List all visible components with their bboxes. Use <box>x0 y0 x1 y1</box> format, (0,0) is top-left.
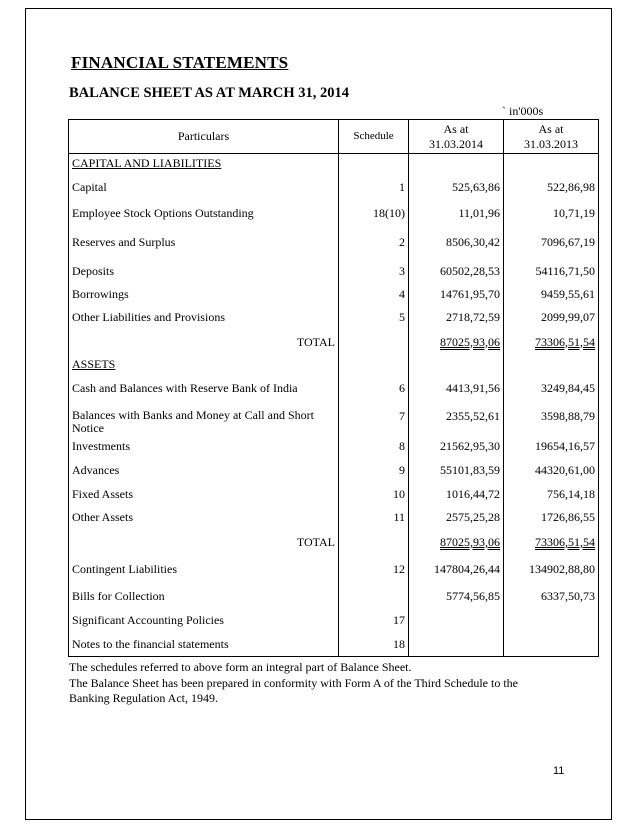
row-value-2013: 756,14,18 <box>504 483 599 506</box>
row-schedule: 4 <box>339 283 409 306</box>
row-value-2013: 134902,88,80 <box>504 556 599 584</box>
row-schedule: 18 <box>339 633 409 657</box>
row-value-2014: 55101,83,59 <box>409 459 504 483</box>
row-value-2014: 2575,25,28 <box>409 506 504 530</box>
row-value-2014: 1016,44,72 <box>409 483 504 506</box>
row-value-2014 <box>409 633 504 657</box>
row-value-2013: 9459,55,61 <box>504 283 599 306</box>
row-label: Significant Accounting Policies <box>69 609 339 633</box>
assets-total-row <box>69 530 599 556</box>
row-schedule: 6 <box>339 375 409 403</box>
schedule-header: Schedule <box>339 120 409 154</box>
note-line-2: The Balance Sheet has been prepared in conformity with Form A of the Third Schedule to the <box>69 676 518 690</box>
row-schedule: 5 <box>339 306 409 330</box>
units-label: ` in'000s <box>502 104 544 118</box>
assets-section-label: ASSETS <box>69 355 339 375</box>
row-label: Capital <box>69 174 339 201</box>
row-schedule: 12 <box>339 556 409 584</box>
row-value-2013: 1726,86,55 <box>504 506 599 530</box>
row-value-2014: 60502,28,53 <box>409 260 504 283</box>
table-row <box>69 483 599 506</box>
row-schedule: 9 <box>339 459 409 483</box>
table-row <box>69 459 599 483</box>
note-line-3: Banking Regulation Act, 1949. <box>69 691 218 705</box>
as-at-2014-header: As at 31.03.2014 <box>409 120 504 154</box>
row-value-2014: 2718,72,59 <box>409 306 504 330</box>
row-label: Contingent Liabilities <box>69 556 339 584</box>
assets-section-row <box>69 355 599 375</box>
table-row <box>69 283 599 306</box>
row-value-2013: 7096,67,19 <box>504 226 599 260</box>
as-at-2013-header: As at 31.03.2013 <box>504 120 599 154</box>
row-label: Other Liabilities and Provisions <box>69 306 339 330</box>
row-value-2013: 522,86,98 <box>504 174 599 201</box>
table-row <box>69 633 599 657</box>
row-value-2013: 3598,88,79 <box>504 403 599 435</box>
row-schedule: 18(10) <box>339 201 409 226</box>
row-value-2013: 6337,50,73 <box>504 584 599 609</box>
row-value-2014: 147804,26,44 <box>409 556 504 584</box>
row-value-2014: 8506,30,42 <box>409 226 504 260</box>
capital-section-row <box>69 154 599 174</box>
capital-section-label: CAPITAL AND LIABILITIES <box>69 154 339 174</box>
table-row <box>69 584 599 609</box>
row-schedule: 2 <box>339 226 409 260</box>
total-value-2013: 73306,51,54 <box>535 334 595 349</box>
row-value-2013: 3249,84,45 <box>504 375 599 403</box>
row-value-2014: 21562,95,30 <box>409 435 504 459</box>
balance-sheet-subtitle: BALANCE SHEET AS AT MARCH 31, 2014 <box>69 85 349 101</box>
row-schedule: 10 <box>339 483 409 506</box>
page-number: 11 <box>553 765 565 777</box>
row-label: Reserves and Surplus <box>69 226 339 260</box>
row-value-2014: 525,63,86 <box>409 174 504 201</box>
total-label: TOTAL <box>69 530 339 556</box>
table-row <box>69 226 599 260</box>
row-label: Other Assets <box>69 506 339 530</box>
row-schedule <box>339 584 409 609</box>
table-row <box>69 609 599 633</box>
row-label: Deposits <box>69 260 339 283</box>
row-value-2013 <box>504 609 599 633</box>
row-label: Notes to the financial statements <box>69 633 339 657</box>
row-label: Borrowings <box>69 283 339 306</box>
row-schedule: 11 <box>339 506 409 530</box>
note-line-1: The schedules referred to above form an integral part of Balance Sheet. <box>69 660 412 674</box>
total-value-2013: 73306,51,54 <box>535 535 595 549</box>
document-title: FINANCIAL STATEMENTS <box>71 53 289 72</box>
table-row <box>69 306 599 330</box>
row-label: Balances with Banks and Money at Call and Short Notice <box>69 403 339 435</box>
row-label: Fixed Assets <box>69 483 339 506</box>
table-row <box>69 506 599 530</box>
table-row <box>69 435 599 459</box>
particulars-header: Particulars <box>69 120 339 154</box>
row-label: Advances <box>69 459 339 483</box>
row-label: Employee Stock Options Outstanding <box>69 201 339 226</box>
row-value-2013: 19654,16,57 <box>504 435 599 459</box>
table-row <box>69 375 599 403</box>
table-row <box>69 556 599 584</box>
total-value-2014: 87025,93,06 <box>440 334 500 349</box>
row-schedule: 1 <box>339 174 409 201</box>
table-row <box>69 260 599 283</box>
row-label: Bills for Collection <box>69 584 339 609</box>
row-value-2014: 14761,95,70 <box>409 283 504 306</box>
row-value-2014: 11,01,96 <box>409 201 504 226</box>
row-label: Investments <box>69 435 339 459</box>
row-label: Cash and Balances with Reserve Bank of India <box>69 375 339 403</box>
row-value-2013: 54116,71,50 <box>504 260 599 283</box>
table-row <box>69 201 599 226</box>
table-header-row <box>69 120 599 154</box>
row-value-2014 <box>409 609 504 633</box>
row-value-2014: 4413,91,56 <box>409 375 504 403</box>
balance-sheet-table <box>68 119 599 657</box>
table-row <box>69 174 599 201</box>
row-schedule: 17 <box>339 609 409 633</box>
row-value-2013: 10,71,19 <box>504 201 599 226</box>
row-value-2014: 2355,52,61 <box>409 403 504 435</box>
total-value-2014: 87025,93,06 <box>440 535 500 549</box>
row-value-2013: 2099,99,07 <box>504 306 599 330</box>
row-schedule: 7 <box>339 403 409 435</box>
row-value-2013 <box>504 633 599 657</box>
capital-total-row <box>69 330 599 355</box>
row-schedule: 8 <box>339 435 409 459</box>
row-value-2013: 44320,61,00 <box>504 459 599 483</box>
row-schedule: 3 <box>339 260 409 283</box>
row-value-2014: 5774,56,85 <box>409 584 504 609</box>
total-label: TOTAL <box>69 330 339 355</box>
table-row <box>69 403 599 435</box>
